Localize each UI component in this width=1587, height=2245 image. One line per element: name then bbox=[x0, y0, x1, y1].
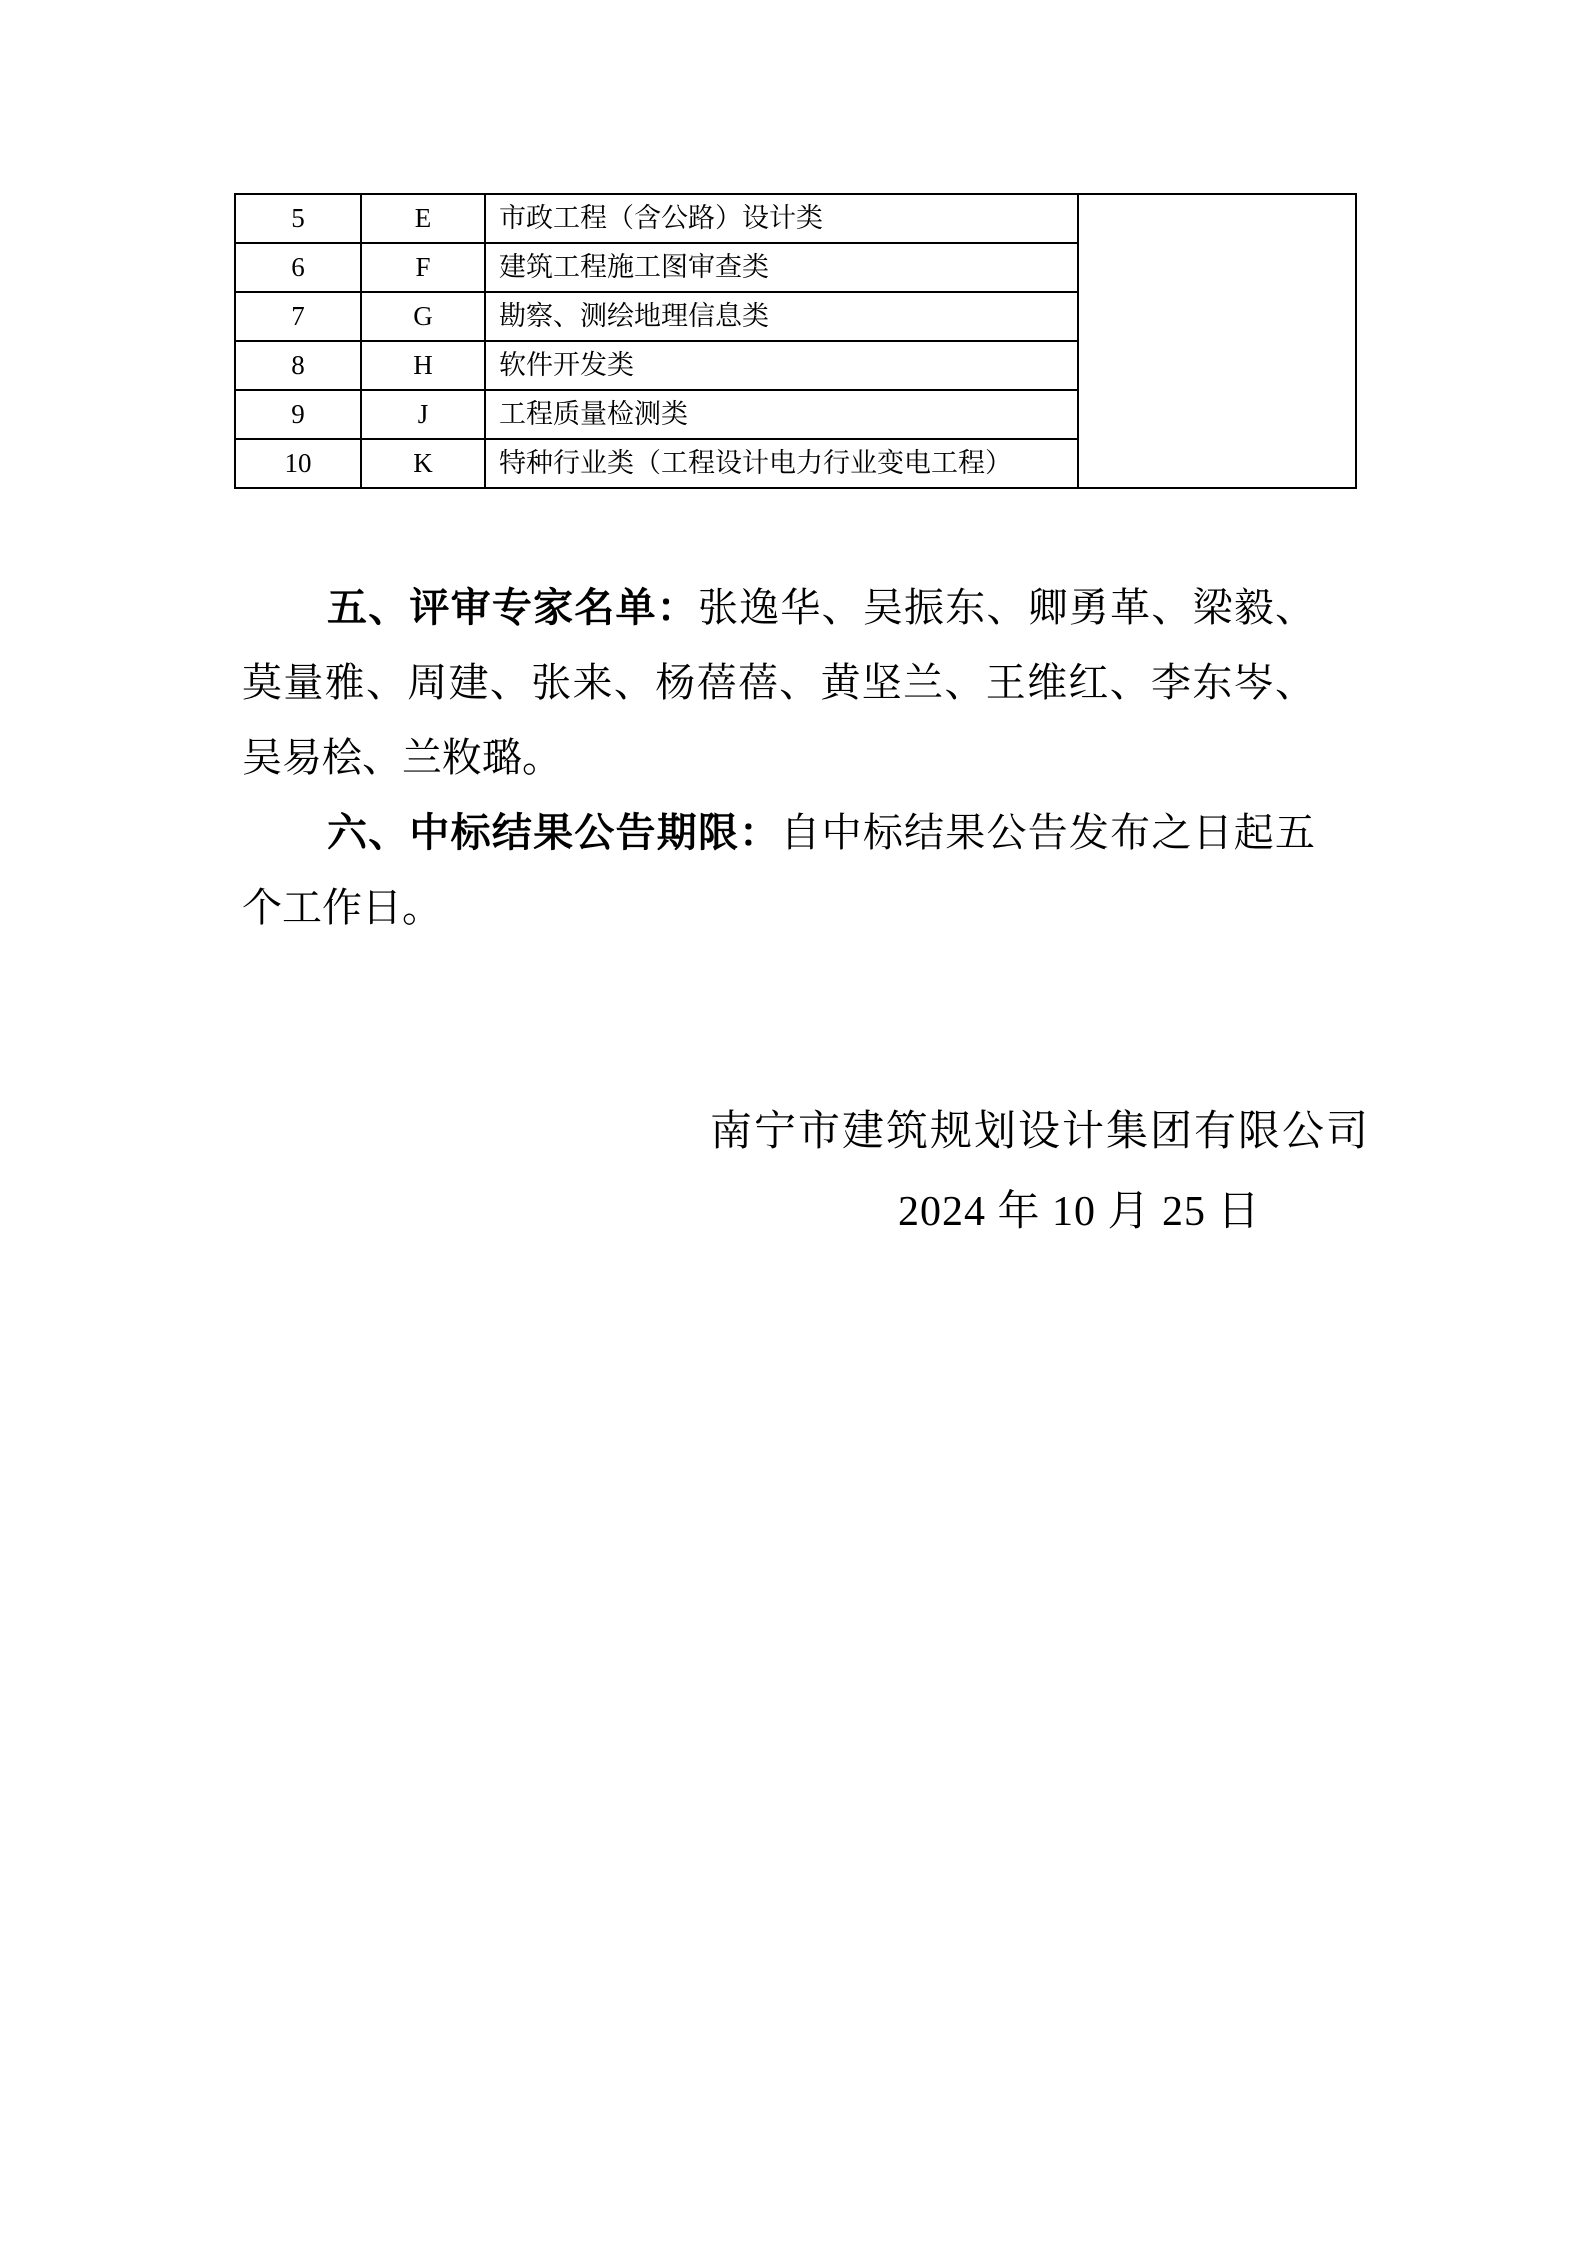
experts-heading: 五、评审专家名单： bbox=[327, 585, 698, 630]
table-row bbox=[235, 194, 1356, 243]
category-name-cell: 特种行业类（工程设计电力行业变电工程） bbox=[485, 439, 1078, 488]
experts-paragraph-line-2 bbox=[242, 645, 1315, 720]
experts-paragraph-line-1 bbox=[242, 570, 1315, 645]
row-number-cell: 9 bbox=[235, 390, 361, 439]
row-number-cell: 5 bbox=[235, 194, 361, 243]
announcement-heading: 六、中标结果公告期限： bbox=[327, 810, 781, 855]
experts-names-part-3: 吴易桧、兰敉璐。 bbox=[242, 735, 562, 780]
package-code-cell: J bbox=[361, 390, 485, 439]
experts-paragraph-line-3 bbox=[242, 720, 1315, 795]
row-number-cell: 10 bbox=[235, 439, 361, 488]
category-table bbox=[234, 193, 1357, 489]
package-code-cell: K bbox=[361, 439, 485, 488]
row-number-cell: 6 bbox=[235, 243, 361, 292]
package-code-cell: H bbox=[361, 341, 485, 390]
category-name-cell: 工程质量检测类 bbox=[485, 390, 1078, 439]
announcement-paragraph-line-2 bbox=[242, 870, 1315, 945]
announcement-text-part-1: 自中标结果公告发布之日起五 bbox=[780, 810, 1316, 855]
experts-names-part-2: 莫量雅、周建、张来、杨蓓蓓、黄坚兰、王维红、李东岑、 bbox=[242, 660, 1315, 705]
empty-merged-cell bbox=[1078, 194, 1356, 488]
category-name-cell: 市政工程（含公路）设计类 bbox=[485, 194, 1078, 243]
body-paragraphs bbox=[242, 570, 1315, 945]
package-code-cell: E bbox=[361, 194, 485, 243]
package-code-cell: G bbox=[361, 292, 485, 341]
row-number-cell: 8 bbox=[235, 341, 361, 390]
experts-names-part-1: 张逸华、吴振东、卿勇革、梁毅、 bbox=[697, 585, 1316, 630]
announcement-text-part-2: 个工作日。 bbox=[242, 885, 442, 930]
category-name-cell: 软件开发类 bbox=[485, 341, 1078, 390]
signature-company: 南宁市建筑规划设计集团有限公司 bbox=[710, 1109, 1371, 1155]
package-code-cell: F bbox=[361, 243, 485, 292]
signature-date: 2024 年 10 月 25 日 bbox=[898, 1189, 1261, 1235]
row-number-cell: 7 bbox=[235, 292, 361, 341]
category-name-cell: 勘察、测绘地理信息类 bbox=[485, 292, 1078, 341]
category-name-cell: 建筑工程施工图审查类 bbox=[485, 243, 1078, 292]
announcement-paragraph-line-1 bbox=[242, 795, 1315, 870]
